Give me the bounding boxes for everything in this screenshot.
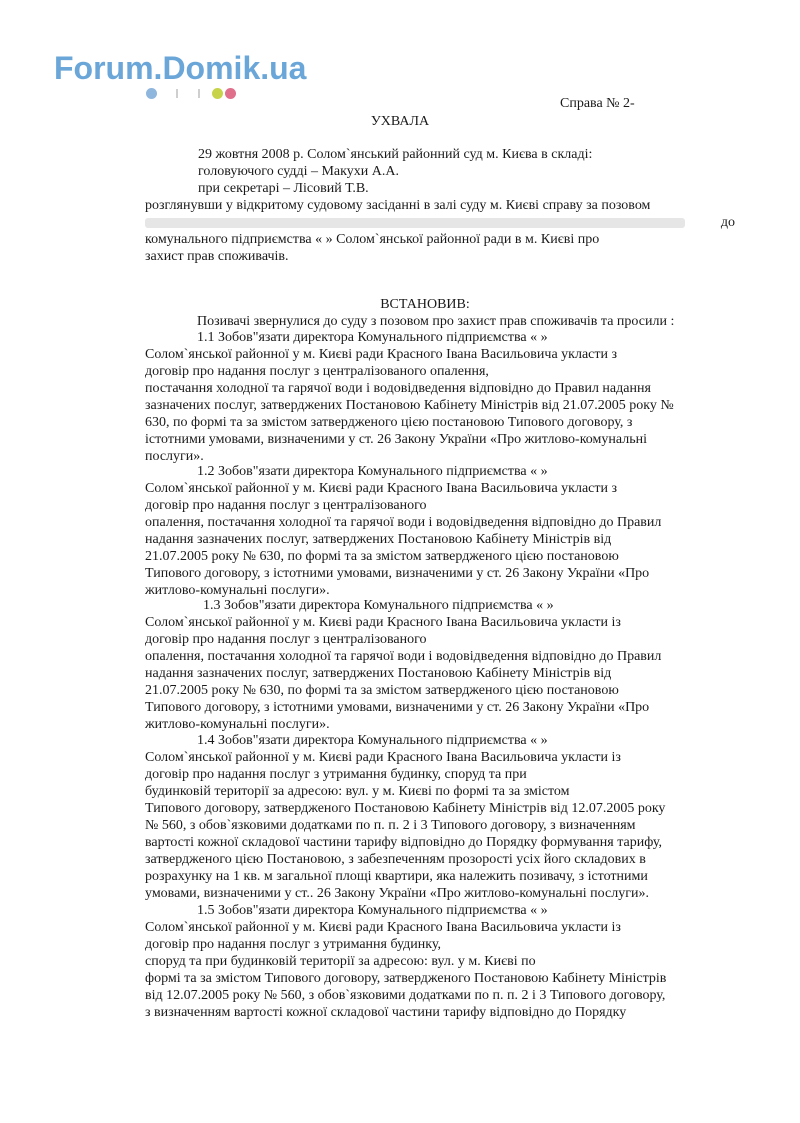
claim-i4-line: вартості кожної складової частини тарифу відповідно до Порядку формування тарифу,	[145, 835, 663, 850]
claim-i3-line: надання зазначених послуг, затверджених Постановою Кабінету Міністрів від	[145, 666, 612, 681]
intro-enterprise-line: комунального підприємства « » Солом`янської районної ради в м. Києві про	[145, 232, 600, 247]
claim-i4-line: договір про надання послуг з утримання будинку, споруд та при	[145, 767, 527, 782]
claim-i3-line: житлово-комунальні послуги».	[145, 717, 330, 732]
claims-intro-line: Позивачі звернулися до суду з позовом про захист прав споживачів та просили :	[197, 314, 675, 329]
claim-i4-line: розрахунку на 1 кв. м загальної площі квартири, яка належить позивачу, з істотними	[145, 869, 648, 884]
claim-i5-line: споруд та при будинковій території за адресою: вул. у м. Києві по	[145, 954, 536, 969]
claim-i1-line: постачання холодної та гарячої води і водовідведення відповідно до Правил надання	[145, 381, 651, 396]
claim-i3-line: договір про надання послуг з централізованого	[145, 632, 427, 647]
logo-dot-blue	[146, 88, 157, 99]
logo-dots	[146, 88, 246, 100]
intro-date-line: 29 жовтня 2008 р. Солом`янський районний суд м. Києва в складі:	[198, 147, 593, 162]
claim-i1-line: Солом`янської районної у м. Києві ради Красного Івана Васильовича укласти з	[145, 347, 618, 362]
claim-i4-line: Солом`янської районної у м. Києві ради Красного Івана Васильовича укласти із	[145, 750, 621, 765]
intro-case-line: розглянувши у відкритому судовому засіданні в залі суду м. Києві справу за позовом	[145, 198, 651, 213]
claim-i4-line: будинковій території за адресою: вул. у м. Києві по формі та за змістом	[145, 784, 570, 799]
claim-i2-line: 1.2 Зобов"язати директора Комунального підприємства « »	[197, 464, 548, 479]
claim-i1-line: зазначених послуг, затверджених Постановою Кабінету Міністрів від 21.07.2005 року №	[145, 398, 674, 413]
claim-i1-line: 1.1 Зобов"язати директора Комунального підприємства « »	[197, 330, 548, 345]
claim-i2-line: Типового договору, з істотними умовами, визначеними у ст. 26 Закону України «Про	[145, 566, 650, 581]
intro-to-word: до	[720, 215, 735, 230]
claim-i1-line: договір про надання послуг з централізованого опалення,	[145, 364, 489, 379]
claim-i3-line: опалення, постачання холодної та гарячої води і водовідведення відповідно до Правил	[145, 649, 662, 664]
claim-i3-line: Солом`янської районної у м. Києві ради Красного Івана Васильовича укласти із	[145, 615, 621, 630]
section-heading-established: ВСТАНОВИВ:	[380, 297, 470, 312]
intro-judge-line: головуючого судді – Макухи А.А.	[198, 164, 399, 179]
logo-tick	[176, 89, 178, 98]
claim-i5-line: договір про надання послуг з утримання будинку,	[145, 937, 441, 952]
claim-i2-line: Солом`янської районної у м. Києві ради Красного Івана Васильовича укласти з	[145, 481, 618, 496]
claim-i4-line: № 560, з обов`язковими додатками по п. п. 2 і 3 Типового договору, з визначенням	[145, 818, 636, 833]
watermark-logo: Forum.Domik.ua	[54, 50, 307, 86]
claim-i5-line: 1.5 Зобов"язати директора Комунального підприємства « »	[197, 903, 548, 918]
claim-i3-line: Типового договору, з істотними умовами, визначеними у ст. 26 Закону України «Про	[145, 700, 650, 715]
claim-i5-line: Солом`янської районної у м. Києві ради Красного Івана Васильовича укласти із	[145, 920, 621, 935]
claim-i2-line: житлово-комунальні послуги».	[145, 583, 330, 598]
claim-i2-line: договір про надання послуг з централізованого	[145, 498, 427, 513]
claim-i4-line: 1.4 Зобов"язати директора Комунального підприємства « »	[197, 733, 548, 748]
intro-subject-line: захист прав споживачів.	[145, 249, 289, 264]
claim-i1-line: 630, по формі та за змістом затвердженого цією постановою Типового договору, з	[145, 415, 633, 430]
intro-secretary-line: при секретарі – Лісовий Т.В.	[198, 181, 369, 196]
claim-i3-line: 1.3 Зобов"язати директора Комунального підприємства « »	[203, 598, 554, 613]
claim-i5-line: від 12.07.2005 року № 560, з обов`язковими додатками по п. п. 2 і 3 Типового договору,	[145, 988, 666, 1003]
case-number: Справа № 2-	[560, 96, 635, 111]
claim-i3-line: 21.07.2005 року № 630, по формі та за змістом затвердженого цією постановою	[145, 683, 619, 698]
claim-i5-line: з визначенням вартості кожної складової частини тарифу відповідно до Порядку	[145, 1005, 627, 1020]
logo-dot-yellow	[212, 88, 223, 99]
intro-redacted-line	[145, 214, 735, 231]
claim-i4-line: Типового договору, затвердженого Постановою Кабінету Міністрів від 12.07.2005 року	[145, 801, 666, 816]
claim-i2-line: 21.07.2005 року № 630, по формі та за змістом затвердженого цією постановою	[145, 549, 619, 564]
logo-tick	[198, 89, 200, 98]
logo-dot-pink	[225, 88, 236, 99]
claim-i2-line: надання зазначених послуг, затверджених Постановою Кабінету Міністрів від	[145, 532, 612, 547]
claim-i2-line: опалення, постачання холодної та гарячої води і водовідведення відповідно до Правил	[145, 515, 662, 530]
claim-i4-line: затвердженого цією Постановою, з забезпеченням прозорості усіх його складових в	[145, 852, 646, 867]
claim-i1-line: послуги».	[145, 449, 204, 464]
document-title: УХВАЛА	[370, 114, 430, 129]
redacted-block	[145, 218, 685, 228]
claim-i1-line: істотними умовами, визначеними у ст. 26 Закону України «Про житлово-комунальні	[145, 432, 647, 447]
claim-i5-line: формі та за змістом Типового договору, затвердженого Постановою Кабінету Міністрів	[145, 971, 667, 986]
claim-i4-line: умовами, визначеними у ст.. 26 Закону України «Про житлово-комунальні послуги».	[145, 886, 649, 901]
